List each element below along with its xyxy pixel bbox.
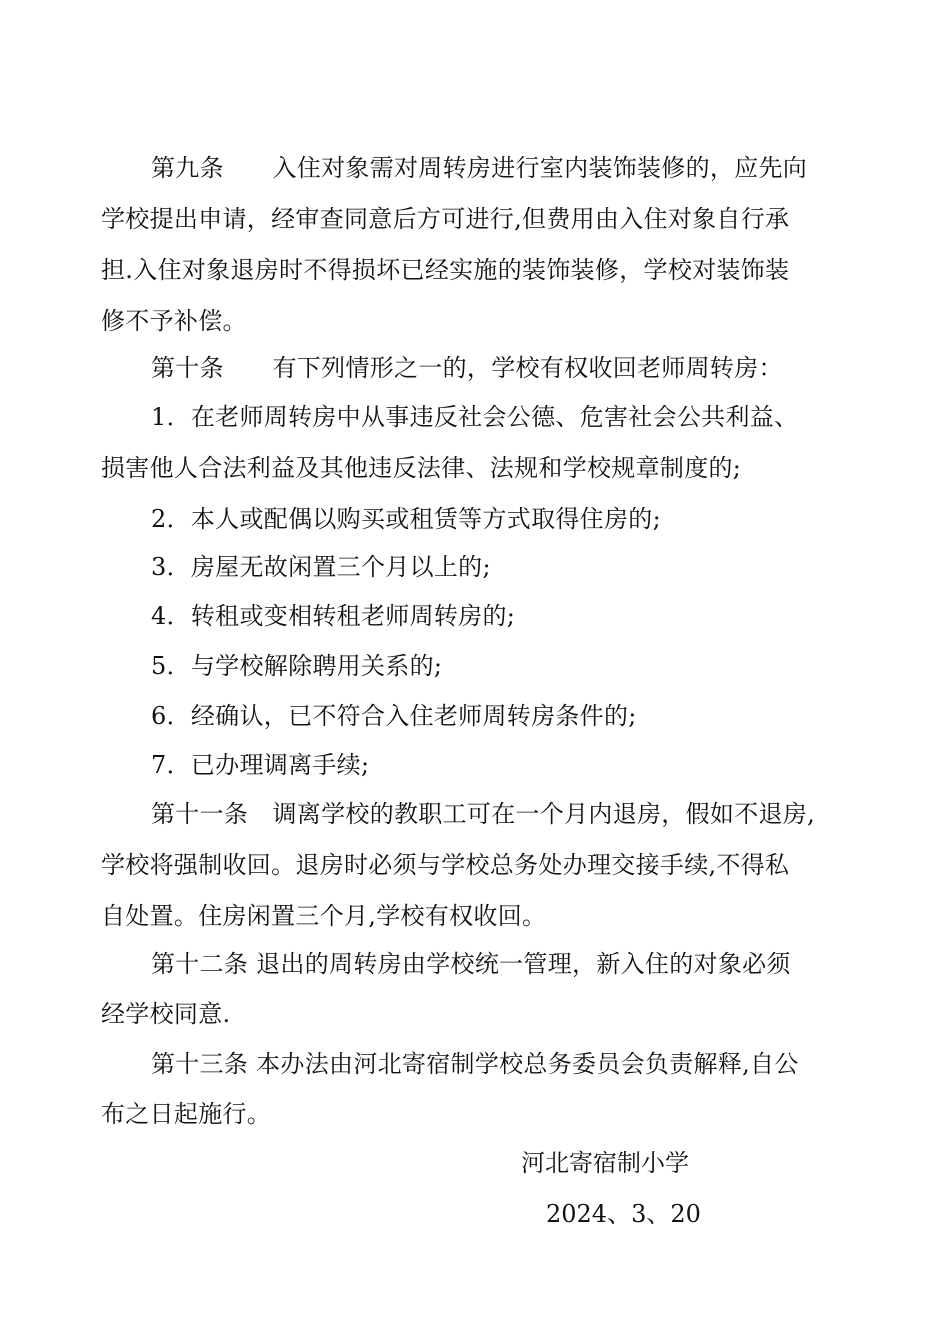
article-10-item-3: 3．房屋无故闲置三个月以上的; [151, 553, 491, 581]
article-11-line-3: 自处置。住房闲置三个月,学校有权收回。 [101, 902, 547, 930]
article-9-line-3: 担.入住对象退房时不得损坏已经实施的装饰装修，学校对装饰装 [101, 256, 790, 284]
article-12-line-2: 经学校同意. [101, 1000, 231, 1028]
article-11-line-2: 学校将强制收回。退房时必须与学校总务处办理交接手续,不得私 [101, 851, 790, 879]
article-10-item-1-line-1: 1．在老师周转房中从事违反社会公德、危害社会公共利益、 [151, 403, 799, 431]
article-13-line-1: 第十三条 本办法由河北寄宿制学校总务委员会负责解释,自公 [151, 1050, 799, 1078]
article-10-item-5: 5．与学校解除聘用关系的; [151, 652, 443, 680]
article-12-line-1: 第十二条 退出的周转房由学校统一管理，新入住的对象必须 [151, 950, 791, 978]
article-9-line-1: 第九条 入住对象需对周转房进行室内装饰装修的，应先向 [151, 154, 808, 182]
article-10-heading: 第十条 有下列情形之一的，学校有权收回老师周转房： [151, 354, 783, 382]
article-10-item-6: 6．经确认，已不符合入住老师周转房条件的; [151, 702, 637, 730]
article-11-line-1: 第十一条 调离学校的教职工可在一个月内退房，假如不退房, [151, 800, 816, 828]
signature-organization: 河北寄宿制小学 [521, 1149, 689, 1177]
article-10-item-4: 4．转租或变相转租老师周转房的; [151, 602, 516, 630]
article-9-line-2: 学校提出申请，经审查同意后方可进行,但费用由入住对象自行承 [101, 205, 790, 233]
article-10-item-2: 2．本人或配偶以购买或租赁等方式取得住房的; [151, 505, 661, 533]
article-13-line-2: 布之日起施行。 [101, 1100, 272, 1128]
article-10-item-7: 7．已办理调离手续; [151, 751, 370, 779]
signature-date: 2024、3、20 [546, 1200, 701, 1228]
article-9-line-4: 修不予补偿。 [101, 307, 247, 335]
article-10-item-1-line-2: 损害他人合法利益及其他违反法律、法规和学校规章制度的; [101, 454, 742, 482]
